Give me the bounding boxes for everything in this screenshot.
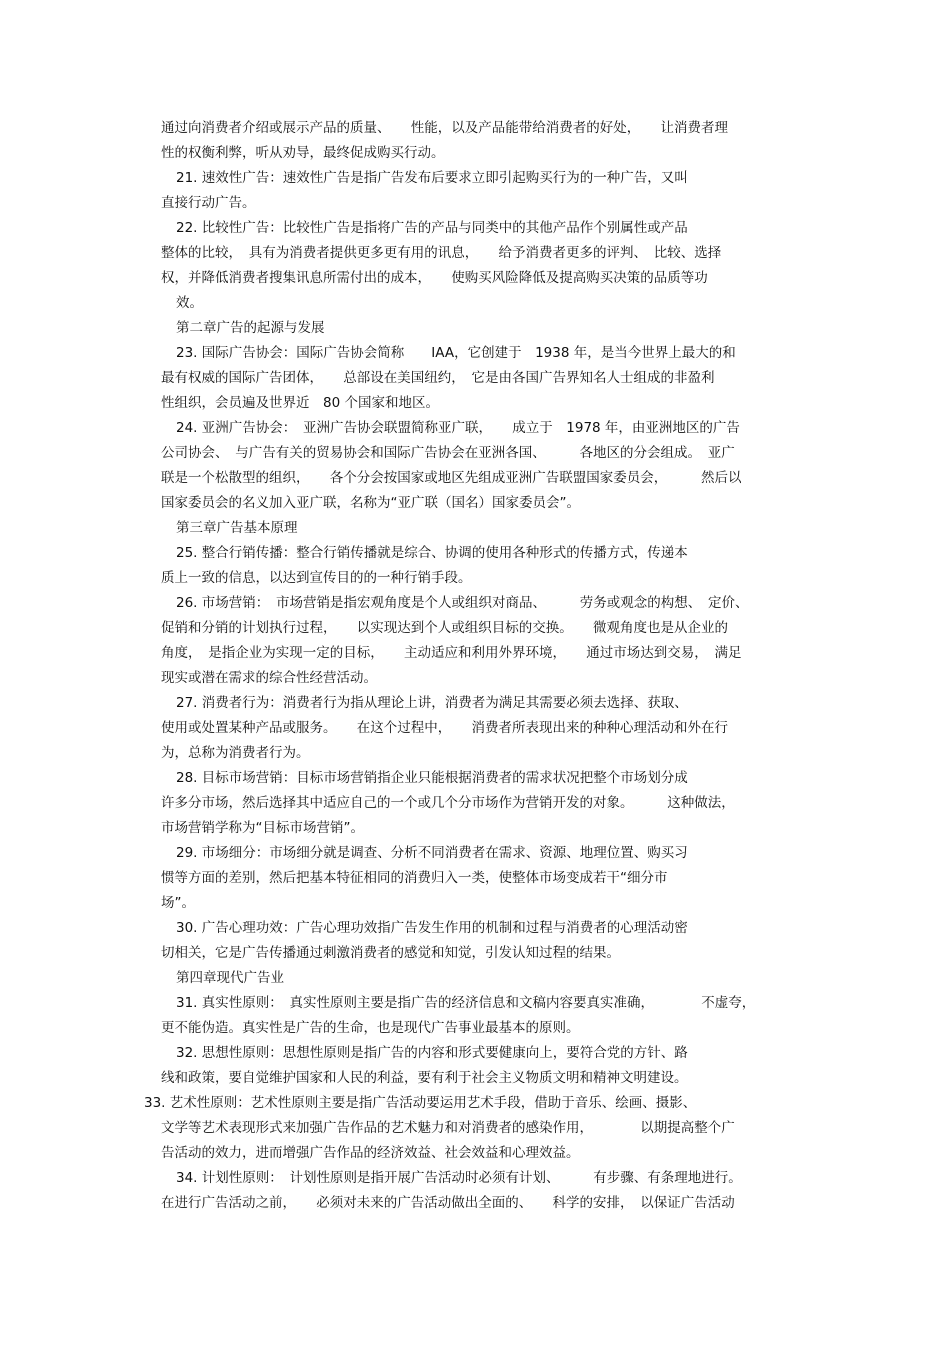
chapter-heading: 第三章广告基本原理	[176, 520, 298, 536]
chapter-heading: 第二章广告的起源与发展	[176, 320, 325, 336]
text-line: 在进行广告活动之前， 必须对未来的广告活动做出全面的、 科学的安排， 以保证广告活动	[161, 1195, 735, 1211]
text-line: 许多分市场，然后选择其中适应自己的一个或几个分市场作为营销开发的对象。 这种做法，	[161, 795, 735, 811]
chapter-heading: 第四章现代广告业	[176, 970, 284, 986]
text-line: 权，并降低消费者搜集讯息所需付出的成本， 使购买风险降低及提高购买决策的品质等功	[161, 270, 708, 286]
text-line: 切相关，它是广告传播通过刺激消费者的感觉和知觉，引发认知过程的结果。	[161, 945, 620, 961]
text-line: 通过向消费者介绍或展示产品的质量、 性能，以及产品能带给消费者的好处， 让消费者理	[161, 120, 728, 136]
text-line: 整体的比较， 具有为消费者提供更多更有用的讯息， 给予消费者更多的评判、 比较、选择	[161, 245, 722, 261]
text-line: 33. 艺术性原则：艺术性原则主要是指广告活动要运用艺术手段，借助于音乐、绘画、摄影、	[144, 1095, 697, 1111]
text-line: 线和政策，要自觉维护国家和人民的利益，要有利于社会主义物质文明和精神文明建设。	[161, 1070, 688, 1086]
text-line: 直接行动广告。	[161, 195, 256, 211]
text-line: 场”。	[161, 895, 195, 911]
text-line: 32. 思想性原则：思想性原则是指广告的内容和形式要健康向上，要符合党的方针、路	[176, 1045, 688, 1061]
text-line: 25. 整合行销传播：整合行销传播就是综合、协调的使用各种形式的传播方式，传递本	[176, 545, 688, 561]
text-line: 最有权威的国际广告团体， 总部设在美国纽约， 它是由各国广告界知名人士组成的非盈利	[161, 370, 715, 386]
text-line: 34. 计划性原则： 计划性原则是指开展广告活动时必须有计划、 有步骤、有条理地进行。	[176, 1170, 742, 1186]
text-line: 22. 比较性广告：比较性广告是指将广告的产品与同类中的其他产品作个别属性或产品	[176, 220, 688, 236]
text-line: 29. 市场细分：市场细分就是调查、分析不同消费者在需求、资源、地理位置、购买习	[176, 845, 688, 861]
text-line: 联是一个松散型的组织， 各个分会按国家或地区先组成亚洲广告联盟国家委员会， 然后以	[161, 470, 742, 486]
text-line: 26. 市场营销： 市场营销是指宏观角度是个人或组织对商品、 劳务或观念的构想、 定价、	[176, 595, 749, 611]
text-line: 国家委员会的名义加入亚广联，名称为“亚广联（国名）国家委员会”。	[161, 495, 580, 511]
text-line: 性的权衡利弊，听从劝导，最终促成购买行动。	[161, 145, 445, 161]
text-line: 公司协会、 与广告有关的贸易协会和国际广告协会在亚洲各国、 各地区的分会组成。 亚广	[161, 445, 735, 461]
text-line: 告活动的效力，进而增强广告作品的经济效益、社会效益和心理效益。	[161, 1145, 580, 1161]
text-line: 23. 国际广告协会：国际广告协会简称 IAA，它创建于 1938 年，是当今世界上最大的和	[176, 345, 736, 361]
text-line: 使用或处置某种产品或服务。 在这个过程中， 消费者所表现出来的种种心理活动和外在行	[161, 720, 728, 736]
text-line: 为，总称为消费者行为。	[161, 745, 310, 761]
text-line: 27. 消费者行为：消费者行为指从理论上讲，消费者为满足其需要必须去选择、获取、	[176, 695, 688, 711]
text-line: 促销和分销的计划执行过程， 以实现达到个人或组织目标的交换。 微观角度也是从企业的	[161, 620, 728, 636]
text-line: 性组织，会员遍及世界近 80 个国家和地区。	[161, 395, 439, 411]
text-line: 21. 速效性广告：速效性广告是指广告发布后要求立即引起购买行为的一种广告，又叫	[176, 170, 688, 186]
text-line: 30. 广告心理功效：广告心理功效指广告发生作用的机制和过程与消费者的心理活动密	[176, 920, 688, 936]
text-line: 24. 亚洲广告协会： 亚洲广告协会联盟简称亚广联， 成立于 1978 年，由亚洲地区的广告	[176, 420, 740, 436]
text-line: 市场营销学称为“目标市场营销”。	[161, 820, 364, 836]
text-line: 31. 真实性原则： 真实性原则主要是指广告的经济信息和文稿内容要真实准确， 不虚夸，	[176, 995, 756, 1011]
text-line: 现实或潜在需求的综合性经营活动。	[161, 670, 377, 686]
text-line: 更不能伪造。真实性是广告的生命，也是现代广告事业最基本的原则。	[161, 1020, 580, 1036]
text-line: 文学等艺术表现形式来加强广告作品的艺术魅力和对消费者的感染作用， 以期提高整个广	[161, 1120, 735, 1136]
text-line: 28. 目标市场营销：目标市场营销指企业只能根据消费者的需求状况把整个市场划分成	[176, 770, 688, 786]
text-line: 角度， 是指企业为实现一定的目标， 主动适应和利用外界环境， 通过市场达到交易， 满足	[161, 645, 742, 661]
text-line: 惯等方面的差别，然后把基本特征相同的消费归入一类，使整体市场变成若干“细分市	[161, 870, 668, 886]
text-line: 效。	[176, 295, 203, 311]
text-line: 质上一致的信息，以达到宣传目的的一种行销手段。	[161, 570, 472, 586]
